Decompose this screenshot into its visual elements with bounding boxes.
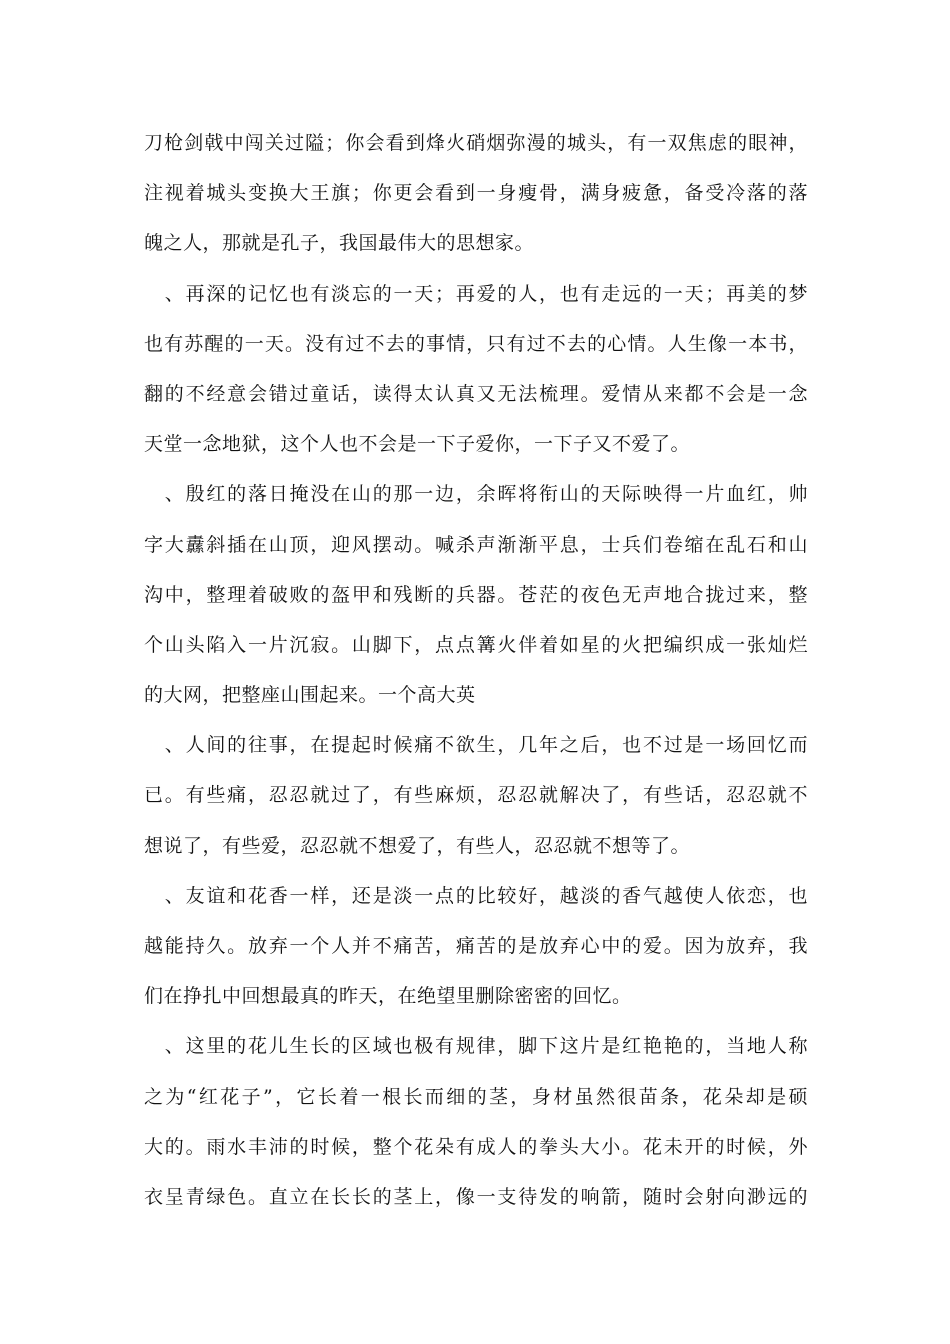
text-line: 、这里的花儿生长的区域也极有规律，脚下这片是红艳艳的，当地人称 <box>144 1035 808 1058</box>
paragraph-2 <box>144 269 808 470</box>
paragraph-4 <box>144 720 808 871</box>
text-line: 已。有些痛，忍忍就过了，有些麻烦，忍忍就解决了，有些话，忍忍就不 <box>144 784 808 807</box>
text-line: 、友谊和花香一样，还是淡一点的比较好，越淡的香气越使人依恋，也 <box>144 884 808 907</box>
paragraph-3 <box>144 469 808 720</box>
text-line: 衣呈青绿色。直立在长长的茎上，像一支待发的响箭，随时会射向渺远的 <box>144 1185 808 1208</box>
text-line: 、殷红的落日掩没在山的那一边，余晖将衔山的天际映得一片血红，帅 <box>144 483 808 506</box>
text-line: 个山头陷入一片沉寂。山脚下，点点篝火伴着如星的火把编织成一张灿烂 <box>144 633 808 656</box>
document-body <box>144 118 808 1222</box>
text-line: 刀枪剑戟中闯关过隘；你会看到烽火硝烟弥漫的城头，有一双焦虑的眼神， <box>144 132 808 154</box>
text-line: 的大网，把整座山围起来。一个高大英 <box>144 684 476 707</box>
text-line: 注视着城头变换大王旗；你更会看到一身瘦骨，满身疲惫，备受冷落的落 <box>144 182 808 205</box>
text-line: 翻的不经意会错过童话，读得太认真又无法梳理。爱情从来都不会是一念 <box>144 382 808 405</box>
text-line: 沟中，整理着破败的盔甲和残断的兵器。苍茫的夜色无声地合拢过来，整 <box>144 583 808 606</box>
text-line: 大的。雨水丰沛的时候，整个花朵有成人的拳头大小。花未开的时候，外 <box>144 1135 808 1158</box>
text-line: 天堂一念地狱，这个人也不会是一下子爱你，一下子又不爱了。 <box>144 433 691 456</box>
text-line: 之为“红花子”，它长着一根长而细的茎，身材虽然很苗条，花朵却是硕 <box>144 1085 808 1108</box>
paragraph-6 <box>144 1021 808 1222</box>
text-line: 们在挣扎中回想最真的昨天，在绝望里删除密密的回忆。 <box>144 985 632 1008</box>
text-line: 、再深的记忆也有淡忘的一天；再爱的人，也有走远的一天；再美的梦 <box>144 282 808 305</box>
text-line: 想说了，有些爱，忍忍就不想爱了，有些人，忍忍就不想等了。 <box>144 834 691 857</box>
paragraph-1 <box>144 118 808 269</box>
paragraph-5 <box>144 871 808 1022</box>
text-line: 魄之人，那就是孔子，我国最伟大的思想家。 <box>144 232 535 255</box>
text-line: 越能持久。放弃一个人并不痛苦，痛苦的是放弃心中的爱。因为放弃，我 <box>144 935 808 957</box>
text-line: 也有苏醒的一天。没有过不去的事情，只有过不去的心情。人生像一本书， <box>144 332 808 355</box>
text-line: 、人间的往事，在提起时候痛不欲生，几年之后，也不过是一场回忆而 <box>144 734 808 757</box>
text-line: 字大纛斜插在山顶，迎风摆动。喊杀声渐渐平息，士兵们卷缩在乱石和山 <box>144 533 808 556</box>
